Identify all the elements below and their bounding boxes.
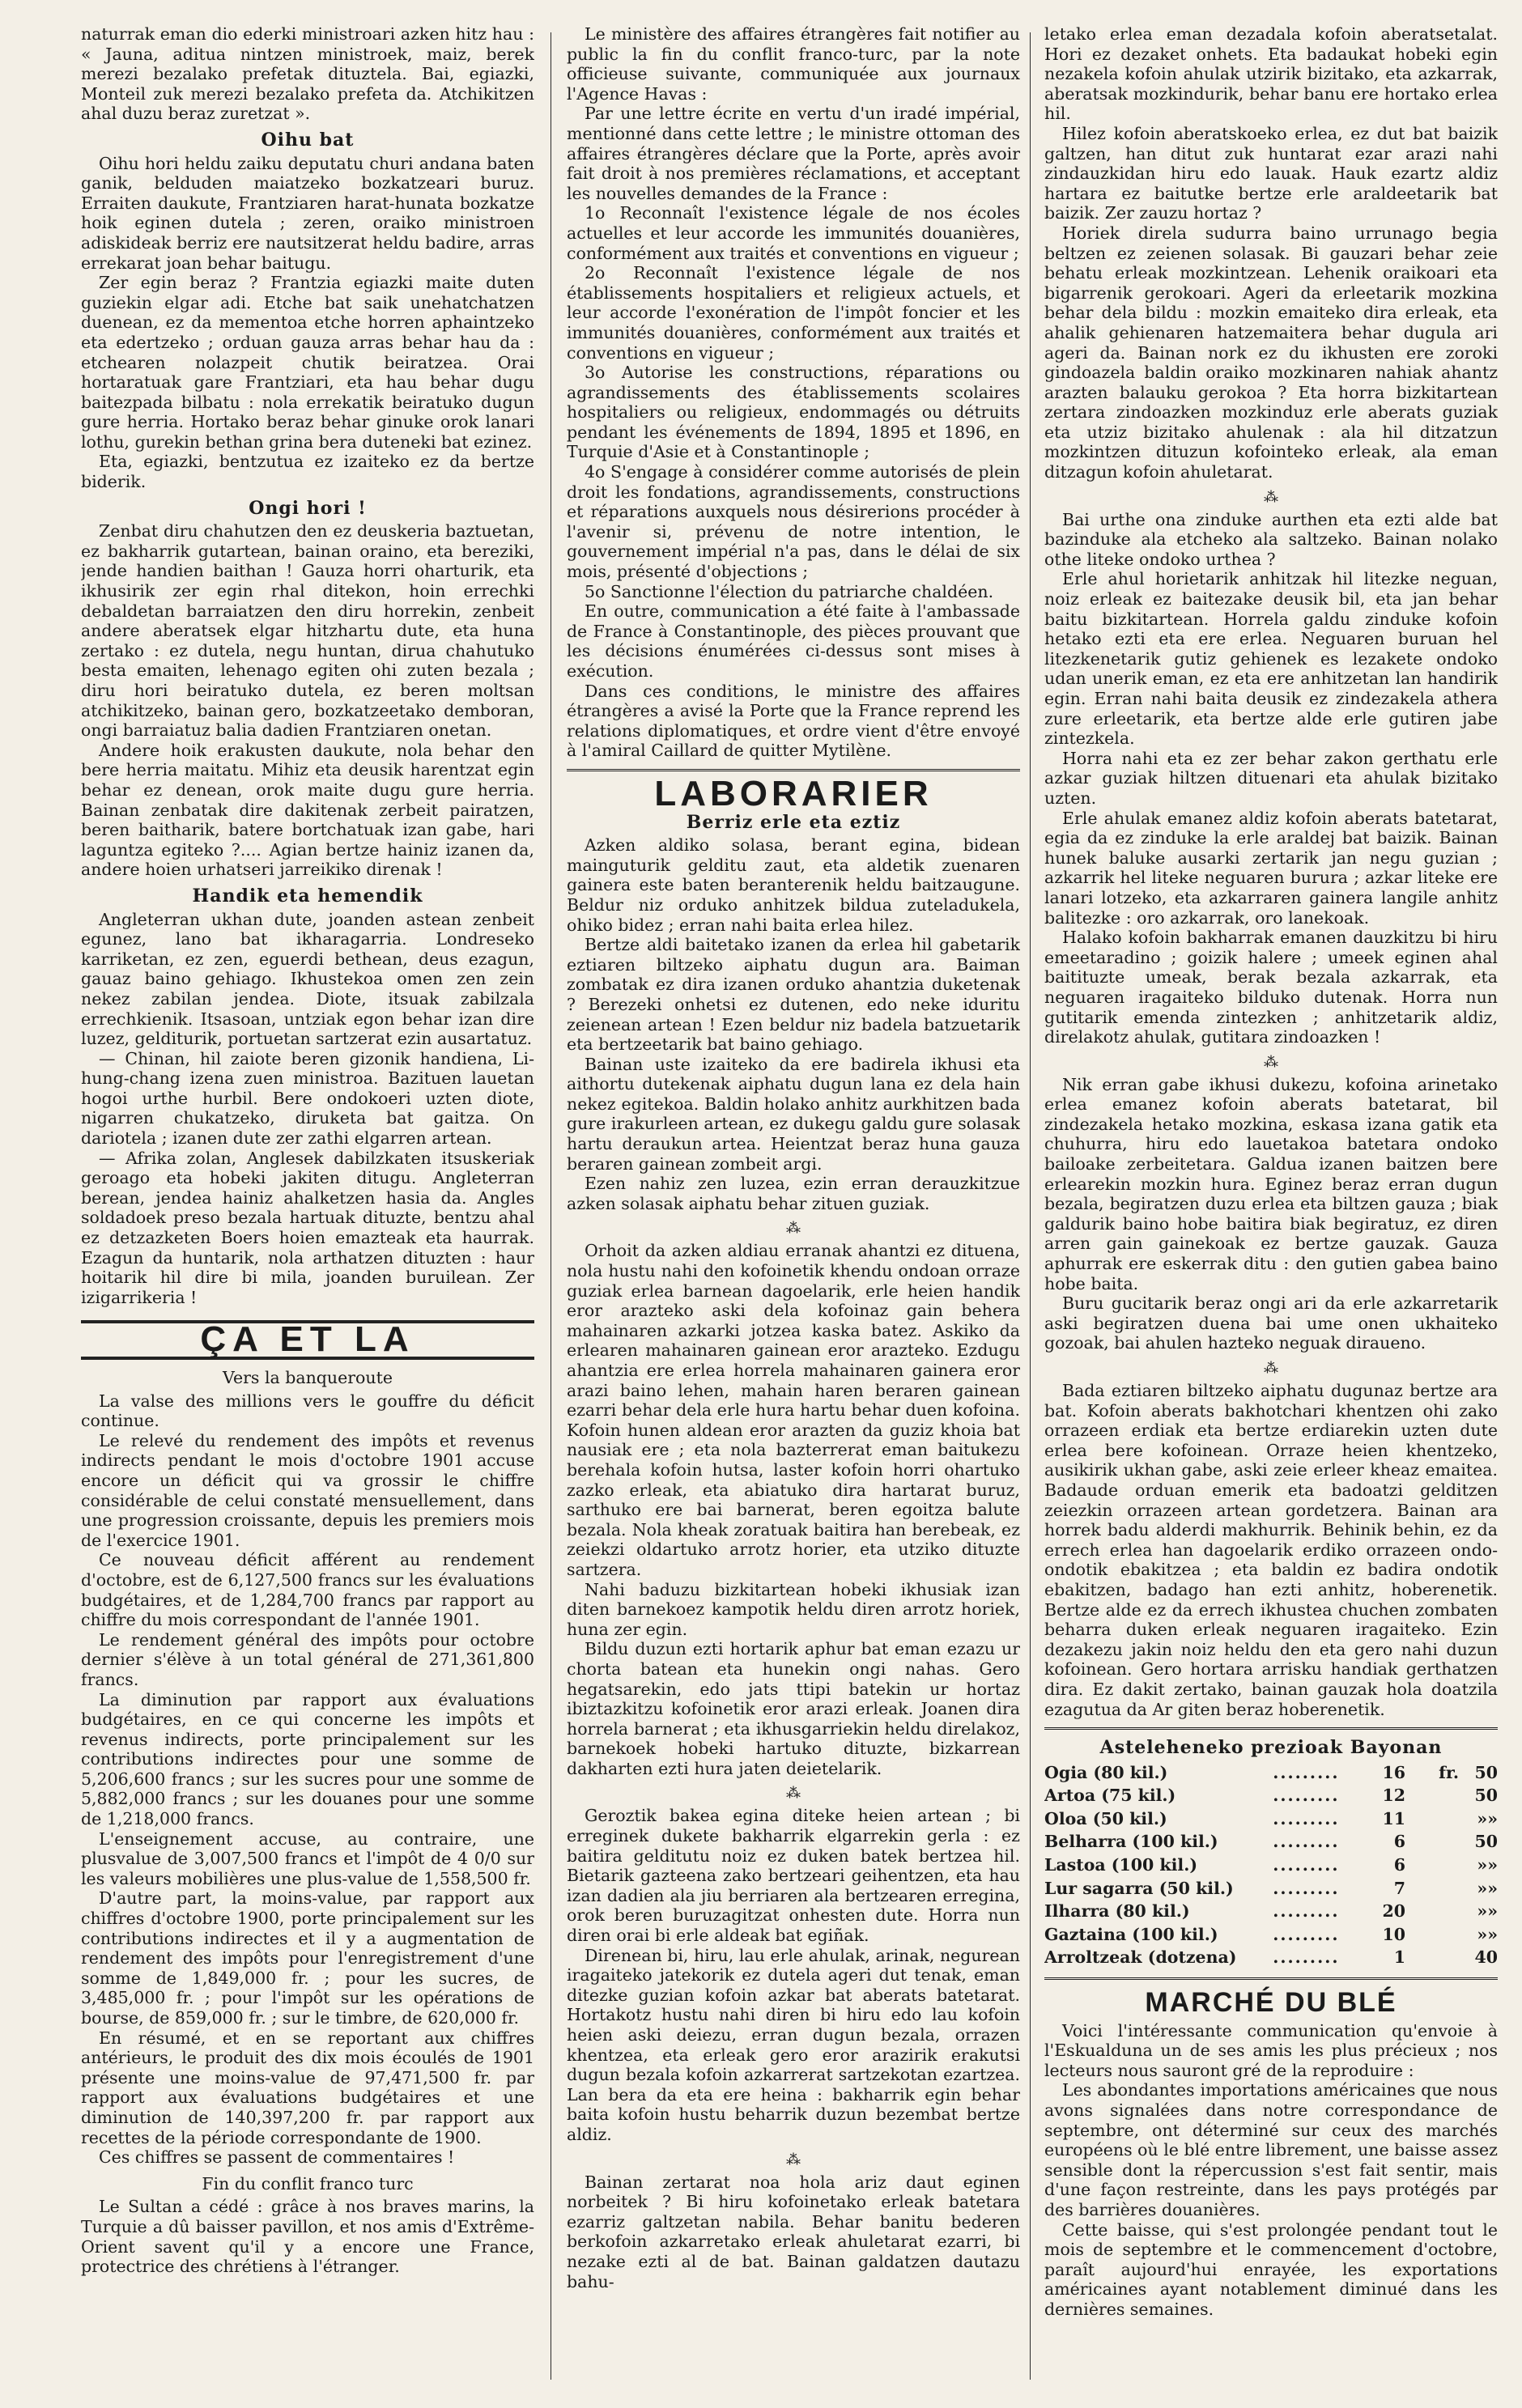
col3-intro-block: [1044, 24, 1498, 482]
price-unit: [1405, 1877, 1459, 1900]
paragraph: Bai urthe ona zinduke aurthen eta ezti alde bat bazinduke ala etcheko ala saltzeko. Bainan nolako othe liteke ondoko urthea ?: [1044, 509, 1498, 569]
leader-dots: .........: [1273, 1786, 1340, 1806]
paragraph: 2o Reconnaît l'existence légale de nos établissements hospitaliers et religieux actuels, et leur accorde l'exonération de l'impôt foncier et les immunités douanières, conformément aux traités et conventions en vigueur ;: [567, 263, 1020, 363]
price-row: [1044, 1946, 1498, 1969]
paragraph: Andere hoik erakusten daukute, nola behar den bere herria maitatu. Mihiz eta deusik harentzat egin behar ez denean, orok maite dugu gure herria. Bainan zenbatak dire dakitenak zerbeit pairatzen, beren baitharik, batere bortchatuak izan gabe, hari laguntza egiteko ?.... Agian bertze hainiz izanen da, andere hoien urhatseri jarreikiko direnak !: [81, 740, 534, 880]
conflict-note-block: [567, 24, 1020, 761]
paragraph: D'autre part, la moins-value, par rapport aux chiffres d'octobre 1900, porte principalement sur les contributions indirectes et il y a augmentation de rendement des impôts pour l'enregistrement d'une somme de 1,849,000 fr. ; pour les sucres, de 3,485,000 fr. ; pour l'impôt sur les opérations de bourse, de 859,000 fr. ; sur le timbre, de 620,000 fr.: [81, 1888, 534, 2028]
berriz-block-2: [567, 1241, 1020, 1778]
paragraph: 4o S'engage à considérer comme autorisés de plein droit les fondations, agrandissements, constructions et réparations auxquels nous désirerions procéder à l'avenir si, prévenu de notre intention, le gouvernement impérial n'a pas, dans le délai de six mois, présenté d'objections ;: [567, 462, 1020, 582]
paragraph: 1o Reconnaît l'existence légale de nos écoles actuelles et leur accorde les immunités douanières, conformément aux traités et conventions en vigueur ;: [567, 203, 1020, 263]
paragraph: Horra nahi eta ez zer behar zakon gerthatu erle azkar guziak hiltzen dituenari eta ahulak bizitako uzten.: [1044, 748, 1498, 808]
paragraph: Orhoit da azken aldiau erranak ahantzi ez dituena, nola hustu nahi den kofoinetik khendu ondoan orraze guziak erlea barnean dagoelarik, erle heien handik eror arazteko aski dela kofoinaz gain behera mahainaren azkarki jotzea kaska batez. Askiko da erlearen mahainaren gainean eror arazteko. Ezdugu ahantzia ere erlea horrela mahainaren gainera eror arazi baino lehen, mahain haren beraren gainean ezarri behar dela erle hura hartu behar duen kofoina. Kofoin hunen aldean eror arazten da guziz khoia bat nausiak ere ; eta nola bazterrerat eman baitukezu berehala kofoin hutsa, laster kofoin horri ohartuko zazko erleak, eta abiatuko dira hartarat buruz, sarthuko ere bai barnerat, beren egoitza balute bezala. Nola kheak zoratuak baitira han berebeak, ez zeiekzi oldartuko arrotz horier, eta utziko dituzte sartzera.: [567, 1241, 1020, 1579]
price-item-name: Lur sagarra (50 kil.): [1044, 1878, 1234, 1898]
price-unit: fr.: [1439, 1762, 1459, 1782]
paragraph: Dans ces conditions, le ministre des affaires étrangères a avisé la Porte que la France reprend les relations diplomatiques, et ordre vient d'être envoyé à l'amiral Caillard de quitter Mytilène.: [567, 681, 1020, 761]
paragraph: Ezen nahiz zen luzea, ezin erran derauzkitzue azken solasak aiphatu behar zituen guziak.: [567, 1174, 1020, 1213]
paragraph: La diminution par rapport aux évaluations budgétaires, en ce qui concerne les impôts et revenus indirects, porte principalement sur les contributions indirectes pour une somme de 5,206,600 francs ; sur les sucres pour une somme de 5,882,000 francs ; sur les douanes pour une somme de 1,218,000 francs.: [81, 1689, 534, 1829]
price-cents: »»: [1477, 1855, 1498, 1875]
price-item-name: Artoa (75 kil.): [1044, 1786, 1176, 1806]
price-row: [1044, 1900, 1498, 1923]
paragraph: En outre, communication a été faite à l'ambassade de France à Constantinople, des pièces prouvant que les décisions énumérées ci-dessus sont mises à exécution.: [567, 601, 1020, 681]
price-item-name: Belharra (100 kil.): [1044, 1832, 1218, 1852]
laborarier-heading: LABORARIER: [654, 773, 933, 813]
paragraph: Ce nouveau déficit afférent au rendement d'octobre, est de 6,127,500 francs sur les évaluations budgétaires, et de 1,284,700 francs par rapport au chiffre du mois correspondant de l'année 1901.: [81, 1550, 534, 1630]
marche-heading: MARCHÉ DU BLÉ: [1145, 1987, 1397, 2019]
paragraph: Buru gucitarik beraz ongi ari da erle azkarretarik aski begiratzen duena bai ume onen ukhaiteko gozoak, bai ahulen hazteko neguak diraueno.: [1044, 1293, 1498, 1353]
col3-part2-block: [1044, 510, 1498, 1047]
paragraph: L'enseignement accuse, au contraire, une plusvalue de 3,007,500 francs et l'impôt de 4 0/0 sur les valeurs mobilières une plus-value de 1,558,500 fr.: [81, 1828, 534, 1888]
paragraph: Bainan uste izaiteko da ere badirela ikhusi eta aithortu dutekenak aiphatu dugun lana ez dela hain nekez egitekoa. Baldin holako anhitz aurkhitzen bada gure irakurleen artean, ez dukegu galdu gure solasak hartu deraukun artea. Heientzat beraz huna gauza beraren gainean zombeit argi.: [567, 1054, 1020, 1174]
price-cents: 50: [1474, 1786, 1498, 1806]
col3-part4-block: [1044, 1381, 1498, 1719]
paragraph: Zenbat diru chahutzen den ez deuskeria baztuetan, ez bakharrik gutartean, bainan oraino, eta bereziki, jende handien baithan ! Gauza horri oharturik, eta ikhusirik zer egin rhal ditekon, hoin errechki debaldetan barraiatzen den diru horrekin, zenbeit andere aberatsek elgar hitzhartu dute, eta huna zertako : ez dutela, negu huntan, dirua chahutuko besta emaiten, lehenago egiten ohi zuten bezala ; diru hori beiratuko dutela, ez beren moltsan atchikitzeko, bainan gero, bozkatzeetako demboran, ongi barraiatuz balia dadien Frantziaren onetan.: [81, 521, 534, 741]
price-unit: [1405, 1784, 1459, 1807]
berriz-block-4: [567, 2172, 1020, 2292]
price-value: 16: [1382, 1762, 1405, 1782]
paragraph: Bildu duzun ezti hortarik aphur bat eman ezazu ur chorta batean eta hunekin ongi nahas. Gero hegatsarekin, edo jats ttipi batekin ur hortaz ibiztazkitzu kofoinetik eror arazi erleak. Joanen dira horrela barnerat ; eta ikhusgarriekin heldu direlakoz, barnekoek hobeki hartuko dituzte, bizkarrean dakharten ezti hura jaten deietelarik.: [567, 1639, 1020, 1778]
price-table: [1044, 1761, 1498, 1969]
price-row: [1044, 1784, 1498, 1807]
double-rule: [1044, 1977, 1498, 1980]
paragraph: Cette baisse, qui s'est prolongée pendant tout le mois de septembre et le commencement d'octobre, paraît aujourd'hui enrayée, les exportations américaines ayant notablement diminué dans les dernières semaines.: [1044, 2219, 1498, 2319]
leader-dots: .........: [1273, 1808, 1340, 1828]
price-unit: [1405, 1854, 1459, 1877]
paragraph: Le rendement général des impôts pour octobre dernier s'élève à un total général de 271,361,800 francs.: [81, 1629, 534, 1689]
paragraph: naturrak eman dio ederki ministroari azken hitz hau : « Jauna, aditua nintzen ministroek, maiz, berek merezi bezalako prefetak dituztela. Bai, egiazki, Monteil zuk merezi bezalako prefeta da. Atchikitzen ahal duzu beraz zuretzat ».: [81, 24, 534, 124]
ongi-block: [81, 521, 534, 880]
leader-dots: .........: [1273, 1878, 1340, 1898]
price-row: [1044, 1923, 1498, 1947]
price-value: 11: [1382, 1808, 1405, 1828]
paragraph: Horiek direla sudurra baino urrunago begia beltzen ez zeienen solasak. Bi gauzari behar zeie behatu erleak mozkintzean. Lehenik oraikoari eta bigarrenik gerokoari. Ageri da erleetarik mozkina behar dela bildu : mozkin emaiteko dira erleak, eta ahalik gehienaren hatzemaitera behar dugula ari ageri da. Bainan nork ez du ikhusten ere zoroki gindoazela baldin oraiko mozkinaren nahiak ahantz arazten balauku gerokoa ? Eta horra bizkitartean zertara zindoazken mozkinduz erle aberats guziak eta utziz bizitako ahulenak : ala hil ditzatzun mozkintzen dituzun kofointeko erleak, ala eman ditzagun kofoin ahuletarat.: [1044, 223, 1498, 482]
price-cents: 50: [1474, 1832, 1498, 1852]
price-item-name: Arroltzeak (dotzena): [1044, 1947, 1237, 1968]
paragraph: Bertze aldi baitetako izanen da erlea hil gabetarik eztiaren biltzeko aiphatu dugun ara. Baiman zombatak ez dira izanen orduko ahantzia duketenak ? Berezeki onhetsi ez dutenen, edo neke iduritu zeienean artean ! Ezen beldur niz badela batzuetarik eta bertzeetarik bat baino gehiago.: [567, 935, 1020, 1055]
paragraph: Halako kofoin bakharrak emanen dauzkitzu bi hiru emeetaradino ; goizik halere ; umeek eginen ahal baitituzte umeak, berak bezala azkarrak, eta neguaren iragaiteko bilduko dutenak. Horra nun gutitarik emenda zintezken ; anhitzetarik aldiz, direlakotz ahulak, gutitara zindoazken !: [1044, 928, 1498, 1047]
paragraph: Nahi baduzu bizkitartean hobeki ikhusiak izan diten barnekoez kampotik heldu diren arrotz horiek, huna zer egin.: [567, 1579, 1020, 1639]
leader-dots: .........: [1273, 1762, 1340, 1782]
prices-heading: Asteleheneko prezioak Bayonan: [1099, 1737, 1443, 1759]
price-value: 6: [1393, 1855, 1405, 1875]
paragraph: Nik erran gabe ikhusi dukezu, kofoina arinetako erlea emanez kofoin aberats batetarat, bil zindezakela hetako mozkina, eskasa izana gatik eta chuhurra, hiru edo lauetakoa batetara ondoko bailoake zerbeitetara. Galdua izanen baitzen bere erlearekin mozkin hura. Eginez beraz erran dugun bezala, begiratzen duzu erlea eta biltzen gauza ; biak galdurik baino hobe baitira biak begiratuz, ez diren arren gain gainekoak ez bertze gauzak. Gauza aphurrak ere eskerrak ditu : den gutien gabea baino hobe baita.: [1044, 1074, 1498, 1293]
price-value: 1: [1393, 1947, 1405, 1968]
intro-block: [81, 24, 534, 124]
price-value: 10: [1382, 1924, 1405, 1944]
leader-dots: .........: [1273, 1855, 1340, 1875]
price-unit: [1405, 1923, 1459, 1947]
paragraph: Le relevé du rendement des impôts et revenus indirects pendant le mois d'octobre 1901 accuse encore un déficit qui va grossir le chiffre considérable de celui constaté mensuellement, dans une progression croissante, depuis les premiers mois de l'exercice 1901.: [81, 1430, 534, 1550]
paragraph: Geroztik bakea egina diteke heien artean ; bi erreginek dukete bakharrik elgarrekin gerla : ez baitira gelditutu noiz ez duken batek bertzea hil. Bietarik gazteena zako bertzeari geihentzen, eta hau izan dadien ala jiu berriaren ala bertzearen erregina, orok beren buruzagitzat onhesten dute. Horra nun diren orai bi erle aldeak bat egiñak.: [567, 1806, 1020, 1946]
asterism-divider: ⁂: [1264, 1360, 1278, 1377]
section-heading-oihu: Oihu bat: [261, 129, 355, 151]
paragraph: Voici l'intéressante communication qu'envoie à l'Eskualduna un de ses amis les plus précieux ; nos lecteurs nous sauront gré de la reproduire :: [1044, 2020, 1498, 2080]
price-item-name: Oloa (50 kil.): [1044, 1808, 1167, 1828]
section-heading-ongi: Ongi hori !: [249, 497, 367, 519]
paragraph: Oihu hori heldu zaiku deputatu churi andana baten ganik, belduden maiatzeko bozkatzeari buruz. Erraiten daukute, Frantziaren harat-hunata bozkatze hoik eginen dutela ; zeren, oraiko ministroen adiskideak berriz ere nautsitzerat heldu badire, arras errekarat joan behar baitugu.: [81, 153, 534, 273]
section-heading-handik: Handik eta hemendik: [192, 885, 423, 907]
paragraph: 5o Sanctionne l'élection du patriarche chaldéen.: [585, 581, 994, 601]
paragraph: Erle ahulak emanez aldiz kofoin aberats batetarat, egia da ez zinduke la erle araldej bat baizik. Bainan hunek baluke ausarki zertarik jan negu guzian ; azkarrik hel liteke neguaren burura ; azkar liteke ere lanari lotzeko, eta azkarraren gainera langile anhitz balitezke : oro azkarrak, oro lanekoak.: [1044, 808, 1498, 928]
price-cents: »»: [1477, 1901, 1498, 1922]
price-cents: »»: [1477, 1878, 1498, 1898]
asterism-divider: ⁂: [1264, 1053, 1278, 1071]
paragraph: Les abondantes importations américaines que nous avons signalées dans notre correspondance de septembre, ont déterminé sur ceux des marchés européens où le blé entre librement, une baisse assez sensible dont la répercussion s'est fait sentir, mais d'une façon restreinte, dans les pays protégés par des barrières douanières.: [1044, 2080, 1498, 2219]
price-item-name: Lastoa (100 kil.): [1044, 1855, 1198, 1875]
section-heading-vers: Vers la banqueroute: [223, 1368, 393, 1387]
price-unit: [1405, 1830, 1459, 1854]
paragraph: Angleterran ukhan dute, joanden astean zenbeit egunez, lano bat ikharagarria. Londreseko karriketan, ez zen, eguerdi bethean, deus ezagun, gauaz baino gehiago. Ikhustekoa omen zen zein nekez zabilan jendea. Diote, itsuak zabilzala errechkienik. Itsasoan, untziak egon behar izan dire luzez, gelditurik, portuetan sartzerat ezin ausartatuz.: [81, 909, 534, 1049]
paragraph: — Chinan, hil zaiote beren gizonik handiena, Li-hung-chang izena zuen ministroa. Bazituen lauetan hogoi urthe hurbil. Bere ondokoeri uzten diote, nigarren chukatzeko, diruketa bat gaitza. On dariotela ; izanen dute zer zathi elgarren artean.: [81, 1048, 534, 1149]
double-rule: [567, 769, 1020, 771]
price-value: 12: [1382, 1786, 1405, 1806]
price-value: 7: [1393, 1878, 1405, 1898]
price-row: [1044, 1830, 1498, 1854]
leader-dots: .........: [1273, 1924, 1340, 1944]
price-row: [1044, 1877, 1498, 1900]
price-item-name: Ilharra (80 kil.): [1044, 1901, 1190, 1922]
price-cents: 50: [1474, 1762, 1498, 1782]
leader-dots: .........: [1273, 1832, 1340, 1852]
asterism-divider: ⁂: [786, 1220, 801, 1238]
section-heading-fin: Fin du conflit franco turc: [202, 2173, 414, 2194]
paragraph: Par une lettre écrite en vertu d'un iradé impérial, mentionné dans cette lettre ; le ministre ottoman des affaires étrangères déclare que la Porte, après avoir fait droit à nos premières réclamations, et acceptant les nouvelles demandes de la France :: [567, 104, 1020, 203]
price-cents: »»: [1477, 1924, 1498, 1944]
paragraph: Ces chiffres se passent de commentaires !: [99, 2147, 455, 2168]
handik-block: [81, 910, 534, 1308]
column-2: [567, 24, 1020, 2392]
price-unit: [1405, 1900, 1459, 1923]
column-1: [81, 24, 534, 2392]
paragraph: Bada eztiaren biltzeko aiphatu dugunaz bertze ara bat. Kofoin aberats bakhotchari khentzen ohi zako orrazeen erdiak eta bertze erdiarekin uzten dute erlea bere kofoinean. Orraze heien khentzeko, ausikirik ukhan gabe, aski zeie erleer kheaz emaitea. Badaude orduan emerik eta badoatzi gelditzen zeiezkin orrazeen artean gordetzera. Bainan ara horrek badu alderdi makhurrik. Behinik behin, ez da errech erlea han dagoelarik erdiko orrazeen ondo-ondotik ebakitzea ; eta baldin ez badira ondotik ebakitzen, badago han ezti anhitz, hoberenetik. Bertze alde ez da errech ikhustea chuchen zombaten beharra duken erleak neguaren iragaiteko. Ezin dezakezu jakin noiz heldu den eta gero nahi duzun kofoinean. Gero hortara arrisku handiak gerthatzen dira. Ez dakit zertako, bainan gauzak hola doatzila ezagutua da Ar giten beraz hoberenetik.: [1044, 1381, 1498, 1719]
price-unit: [1405, 1946, 1459, 1969]
paragraph: letako erlea eman dezadala kofoin aberatsetalat. Hori ez dezaket onhets. Eta badaukat hobeki egin nezakela kofoin ahulak utzirik bizitako, eta azkarrak, aberatsak mozkindurik, behar banu ere hortako erlea hil.: [1044, 24, 1498, 124]
price-row: [1044, 1761, 1498, 1785]
leader-dots: .........: [1273, 1947, 1340, 1968]
paragraph: Eta, egiazki, bentzutua ez izaiteko ez da bertze biderik.: [81, 452, 534, 492]
price-cents: 40: [1474, 1947, 1498, 1968]
price-unit: [1405, 1807, 1459, 1831]
column-3: [1044, 24, 1498, 2392]
price-value: 6: [1393, 1832, 1405, 1852]
paragraph: Erle ahul horietarik anhitzak hil litezke neguan, noiz erleak ez baitezake deusik bil, eta jan behar baitu bizkitartean. Horrela galdu zinduke kofoin hetako ezti eta ere erlea. Neguaren buruan hel litezkenetarik gutiz gehienek es lezakete ondoko udan unerik eman, ez eta ere anhitzetan lan handirik egin. Erran nahi baita deusik ez zindezakela athera zure erleetarik, eta bertze alde erle gutiren jabe zintezkela.: [1044, 569, 1498, 749]
price-item-name: Gaztaina (100 kil.): [1044, 1924, 1218, 1944]
paragraph: Le Sultan a cédé : grâce à nos braves marins, la Turquie a dû baisser pavillon, et nos amis d'Extrême-Orient savent qu'il y a encore une France, protectrice des chrétiens à l'étranger.: [81, 2197, 534, 2277]
paragraph: Azken aldiko solasa, berant egina, bidean mainguturik gelditu zaut, eta aldetik zuenaren gainera este baten beranterenik heldu baitzaugune. Beldur niz orduko anhitzek bildua zuteladukela, ohiko bidez ; erran nahi baita erlea hilez.: [567, 835, 1020, 935]
berriz-block-1: [567, 835, 1020, 1213]
asterism-divider: ⁂: [1264, 488, 1278, 506]
price-item-name: Ogia (80 kil.): [1044, 1762, 1168, 1782]
paragraph: Direnean bi, hiru, lau erle ahulak, arinak, negurean iragaiteko jatekorik ez dutela ageri dut tenak, eman ditezke guzian kofoin azkar bat aberats batetarat. Hortakotz hustu nahi diren bi hiru edo lau kofoin heien aski deiezu, erran dugun bezala, orrazen khentzea, eta erleak gero eror arazirik erakutsi dugun bezala kofoin azkarrerat sartzekotan ezartzea. Lan bera da eta ere heina : bakharrik egin behar baita kofoin hustu beharrik duzun bezembat bertze aldiz.: [567, 1945, 1020, 2144]
paragraph: — Afrika zolan, Anglesek dabilzkaten itsuskeriak geroago eta hobeki jakiten ditugu. Angleterran berean, jendea hainiz ahalketzen hasia da. Angles soldadoek preso bezala hartuak dituzte, bentzu ahal ez detzazketen Boers hoien emazteak eta haurrak. Ezagun da huntarik, nola arthatzen dituzten : haur hoitarik hil dire bi mila, joanden buruilean. Zer izigarrikeria !: [81, 1148, 534, 1307]
marche-block: [1044, 2021, 1498, 2320]
double-rule: [1044, 1727, 1498, 1730]
price-value: 20: [1382, 1901, 1405, 1922]
vers-block: [81, 1391, 534, 2168]
paragraph: En résumé, et en se reportant aux chiffres antérieurs, le produit des dix mois écoulés de 1901 présente une moins-value de 97,471,500 fr. par rapport aux évaluations budgétaires et une diminution de 140,397,200 fr. par rapport aux recettes de la période correspondante de 1900.: [81, 2028, 534, 2147]
section-heading-berriz: Berriz erle eta eztiz: [686, 811, 901, 833]
asterism-divider: ⁂: [786, 1785, 801, 1803]
price-row: [1044, 1807, 1498, 1831]
paragraph: 3o Autorise les constructions, réparations ou agrandissements des établissements scolaires hospitaliers ou religieux, endommagés ou détruits pendant les événements de 1894, 1895 et 1896, en Turquie d'Asie et à Constantinople ;: [567, 363, 1020, 462]
col3-part3-block: [1044, 1075, 1498, 1353]
paragraph: Hilez kofoin aberatskoeko erlea, ez dut bat baizik galtzen, han ditut zuk huntarat ezar arazi nahi zindauzkidan hiru edo lauak. Hauk ezartz aldiz hartara ez baitutke bertze erle araldeetarik bat baizik. Zer zauzu hortaz ?: [1044, 123, 1498, 223]
price-cents: »»: [1477, 1808, 1498, 1828]
ca-et-la-heading: ÇA ET LA: [81, 1320, 534, 1360]
paragraph: Le ministère des affaires étrangères fait notifier au public la fin du conflit franco-turc, par la note officieuse suivante, communiquée aux journaux l'Agence Havas :: [567, 24, 1020, 104]
berriz-block-3: [567, 1806, 1020, 2144]
paragraph: Zer egin beraz ? Frantzia egiazki maite duten guziekin elgar adi. Etche bat saik unehatchatzen duenean, ez da mementoa etche horren aphaintzeko eta edertzeko ; orduan gauza arras behar hau da : etchearen nolazpeit chutik beiratzea. Orai hortaratuak gare Frantziari, eta hau behar dugu baitezpada bilbatu : nola errekatik beiratuko dugun gure herria. Hortako beraz behar ginuke orok lanari lothu, gurekin bethan grina bera duteneki bat ezinez.: [81, 273, 534, 452]
paragraph: La valse des millions vers le gouffre du déficit continue.: [81, 1391, 534, 1431]
oihu-block: [81, 154, 534, 492]
fin-block: [81, 2197, 534, 2276]
asterism-divider: ⁂: [786, 2151, 801, 2168]
price-row: [1044, 1854, 1498, 1877]
column-rule: [1030, 32, 1031, 2380]
paragraph: Bainan zertarat noa hola ariz daut eginen norbeitek ? Bi hiru kofoinetako erleak batetara ezarriz galtzetan nabila. Behar banitu bederen berkofoin azkarretako erleak ahuletarat ezarri, bi nezake ezti al de bat. Bainan galdatzen dautazu bahu-: [567, 2172, 1020, 2291]
leader-dots: .........: [1273, 1901, 1340, 1922]
